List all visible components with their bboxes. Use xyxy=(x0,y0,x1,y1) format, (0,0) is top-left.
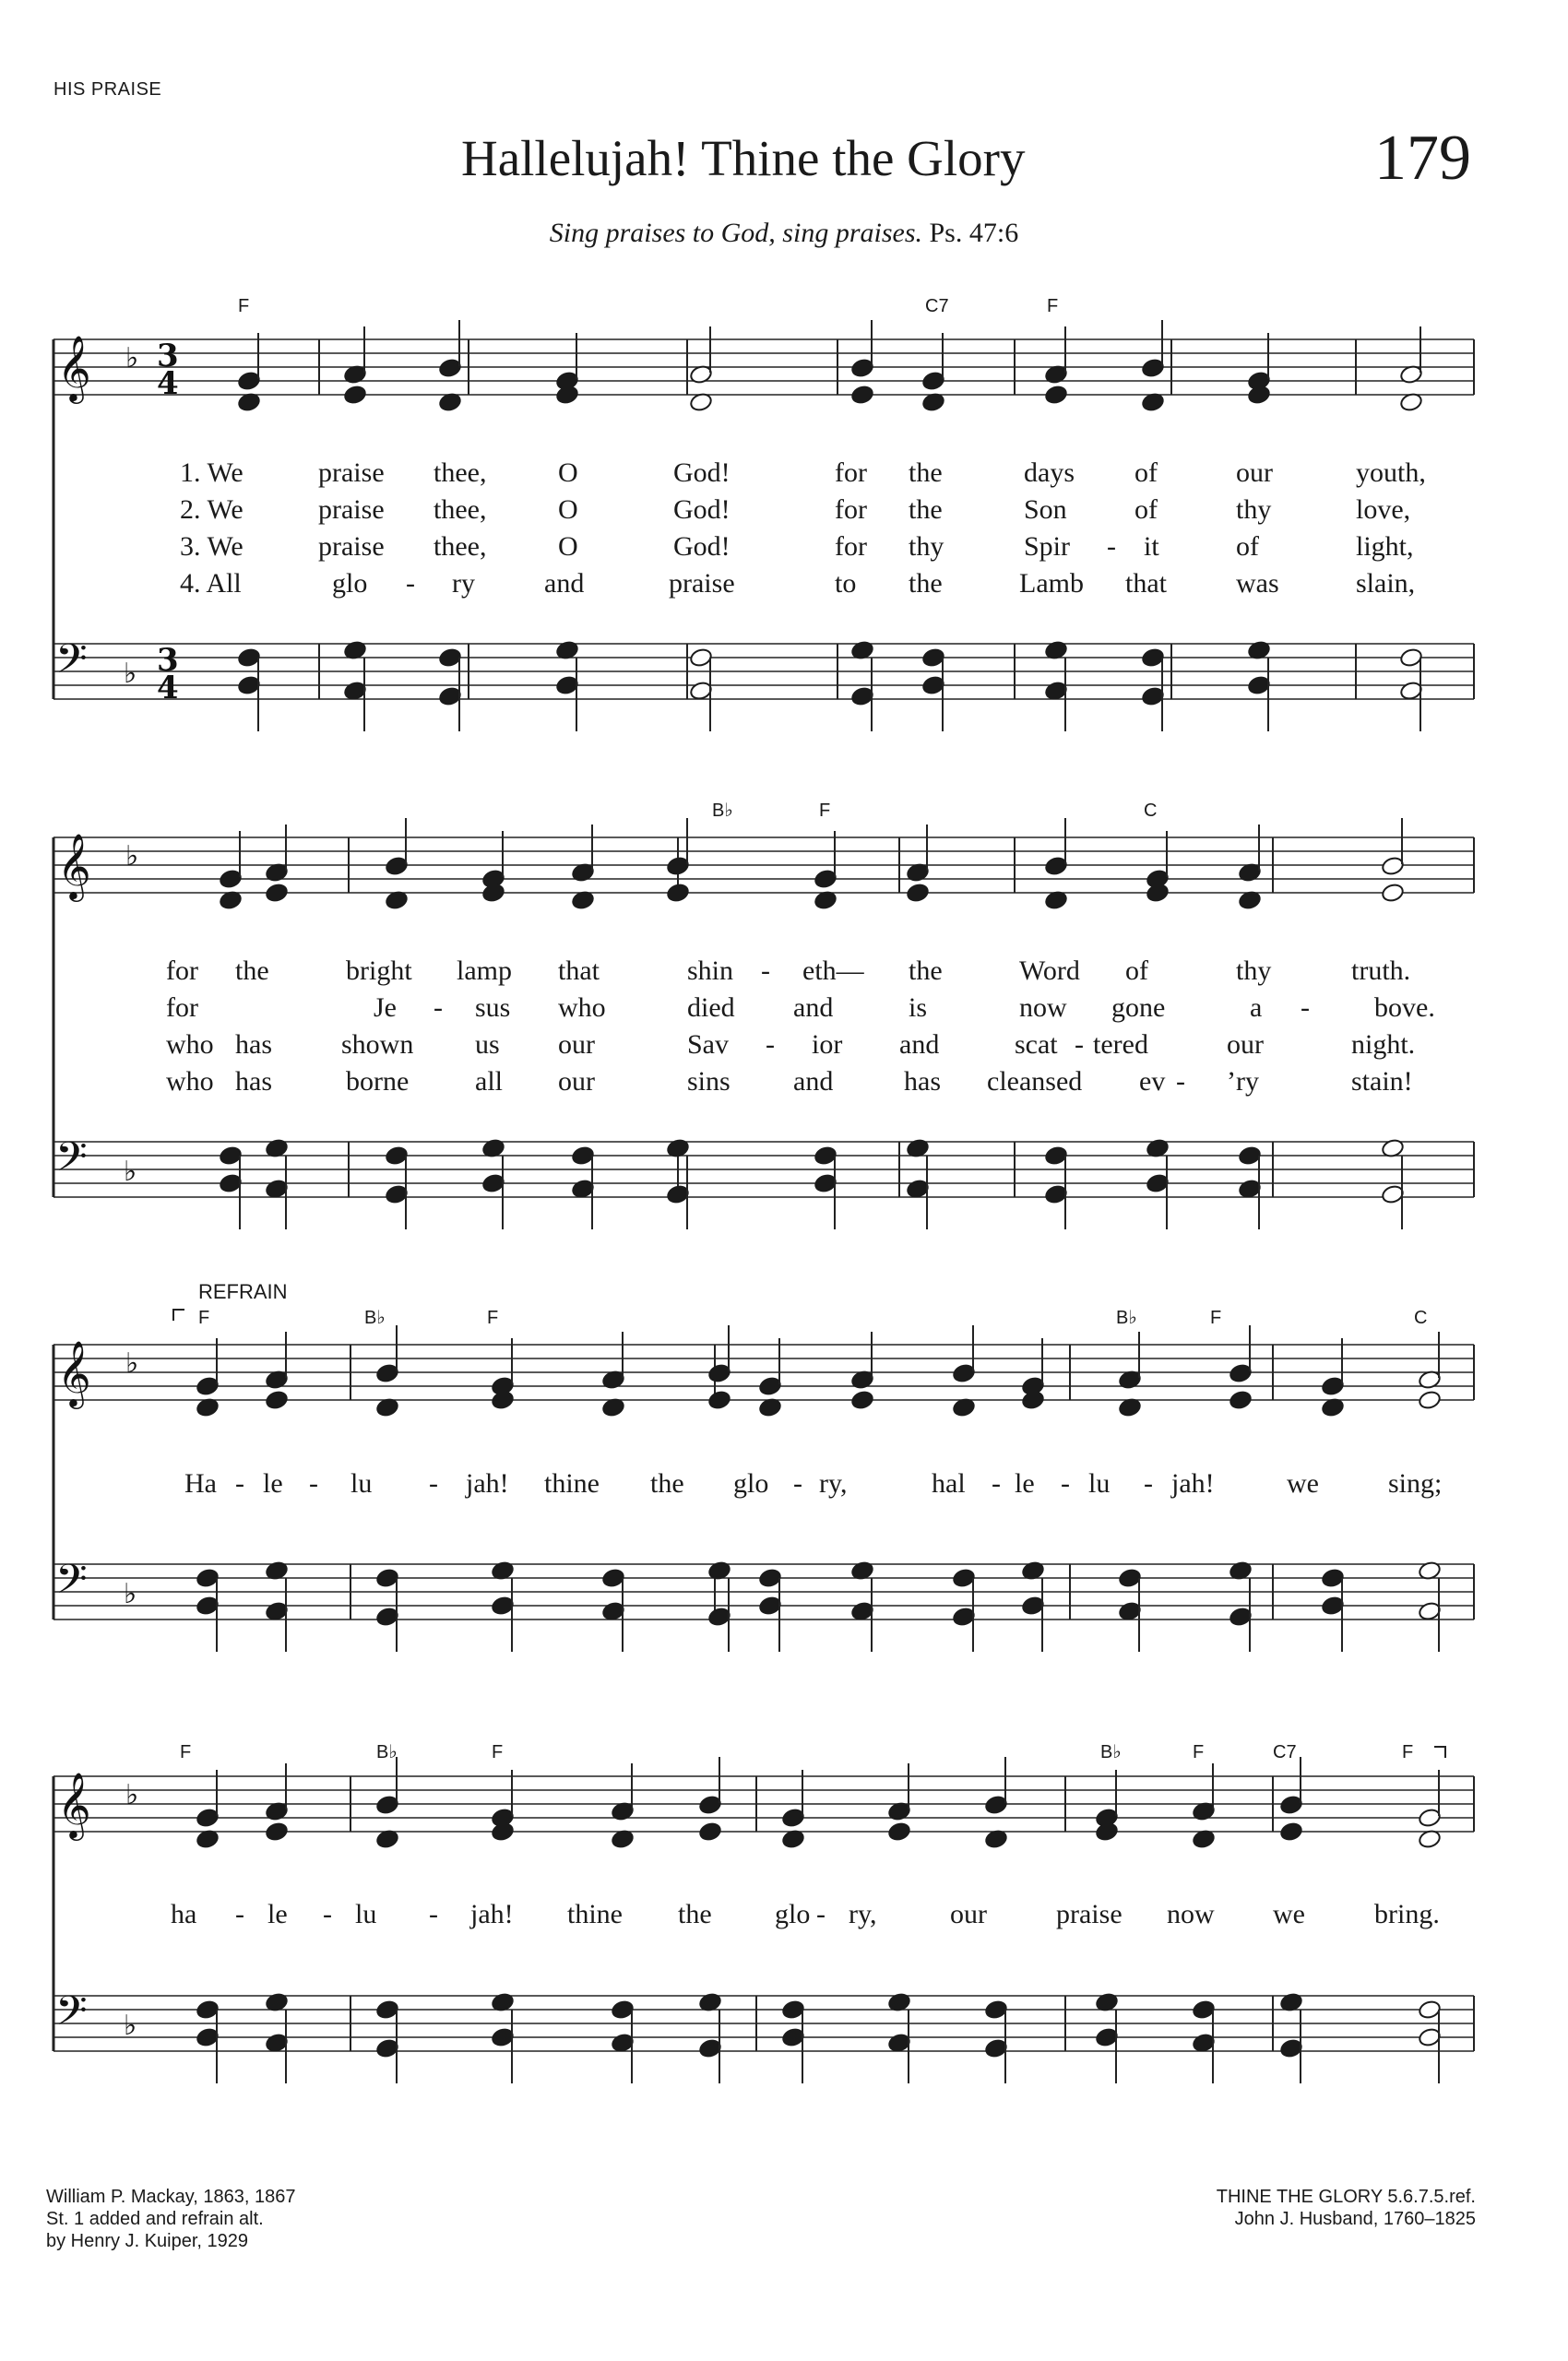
verse-3-line-2: night. xyxy=(1351,1029,1416,1060)
refrain-line-1: Ha xyxy=(184,1468,217,1499)
verse-3-line-2: our xyxy=(1227,1029,1264,1060)
chord-symbol: F xyxy=(1402,1742,1414,1762)
treble-note xyxy=(698,1821,722,1843)
chord-symbol: F xyxy=(198,1308,210,1328)
verse-3-line-1: Spir xyxy=(1024,531,1071,562)
verse-2-line-2: - xyxy=(434,992,443,1023)
chord-symbol: B♭ xyxy=(1100,1742,1122,1762)
book-title: HIS PRAISE xyxy=(53,79,162,100)
epigraph-reference: Ps. 47:6 xyxy=(929,218,1019,248)
verse-4-line-2: all xyxy=(475,1066,503,1097)
chord-symbol: B♭ xyxy=(712,801,733,821)
refrain-line-1: sing; xyxy=(1388,1468,1443,1499)
chord-symbol: F xyxy=(819,801,831,821)
verse-2-line-2: a xyxy=(1250,992,1263,1023)
verse-1-line-2: of xyxy=(1125,955,1148,986)
chord-symbol: F xyxy=(487,1308,499,1328)
verse-2-line-2: for xyxy=(166,992,198,1023)
bass-clef: 𝄢 xyxy=(55,1987,88,2045)
treble-note xyxy=(850,385,874,406)
text-credits xyxy=(46,2186,296,2252)
treble-note xyxy=(850,1390,874,1411)
hymn-title: Hallelujah! Thine the Glory xyxy=(461,130,1026,186)
chord-symbol: F xyxy=(1193,1742,1205,1762)
refrain-line-1: lu xyxy=(350,1468,373,1499)
chord-symbol: C7 xyxy=(925,296,949,316)
verse-1-line-1: our xyxy=(1236,457,1273,488)
verse-4-line-1: - xyxy=(406,568,415,599)
treble-note xyxy=(906,883,930,904)
verse-2-line-1: of xyxy=(1134,494,1158,525)
time-signature: 3 xyxy=(157,642,179,679)
refrain-line-1: the xyxy=(650,1468,684,1499)
verse-2-line-1: the xyxy=(909,494,943,525)
verse-3-line-2: shown xyxy=(341,1029,414,1060)
verse-4-line-2: has xyxy=(904,1066,941,1097)
verse-1-line-2: Word xyxy=(1019,955,1080,986)
key-signature-flat: ♭ xyxy=(125,1347,139,1380)
alteration-credit: St. 1 added and refrain alt. xyxy=(46,2209,264,2229)
chord-symbol: C xyxy=(1414,1308,1428,1328)
refrain-line-2: ha xyxy=(171,1899,197,1929)
refrain-line-1: thine xyxy=(544,1468,600,1499)
refrain-line-1: jah! xyxy=(466,1468,509,1499)
verse-3-line-2: us xyxy=(475,1029,500,1060)
refrain-line-1: - xyxy=(992,1468,1001,1499)
verse-4-line-1: ry xyxy=(452,568,475,599)
treble-note xyxy=(265,1821,289,1843)
verse-1-line-1: praise xyxy=(318,457,385,488)
time-signature: 4 xyxy=(157,670,179,706)
key-signature-flat: ♭ xyxy=(124,1578,137,1610)
chord-symbol: F xyxy=(1047,296,1059,316)
verse-1-line-1: O xyxy=(558,457,578,488)
verse-4-line-2: stain! xyxy=(1351,1066,1413,1097)
verse-4-line-2: who xyxy=(166,1066,214,1097)
verse-4-line-1: glo xyxy=(332,568,368,599)
verse-3-line-1: praise xyxy=(318,531,385,562)
verse-2-line-1: Son xyxy=(1024,494,1067,525)
refrain-line-1: - xyxy=(1144,1468,1153,1499)
verse-1-line-1: thee, xyxy=(434,457,487,488)
refrain-line-1: we xyxy=(1287,1468,1319,1499)
refrain-line-1: ry, xyxy=(819,1468,848,1499)
verse-4-line-2: - xyxy=(1176,1066,1185,1097)
verse-3-line-1: thee, xyxy=(434,531,487,562)
verse-2-line-2: now xyxy=(1019,992,1067,1023)
verse-3-line-2: - xyxy=(766,1029,775,1060)
refrain-line-1: - xyxy=(309,1468,318,1499)
refrain-line-1: - xyxy=(793,1468,802,1499)
refrain-line-2: - xyxy=(816,1899,826,1929)
chord-symbol: B♭ xyxy=(1116,1308,1137,1328)
refrain-line-1: le xyxy=(263,1468,283,1499)
composer-credit: John J. Husband, 1760–1825 xyxy=(1234,2209,1476,2229)
verse-3-line-2: Sav xyxy=(687,1029,729,1060)
refrain-line-2: the xyxy=(678,1899,712,1929)
refrain-line-2: lu xyxy=(355,1899,377,1929)
refrain-line-1: - xyxy=(1061,1468,1070,1499)
verse-2-line-2: who xyxy=(558,992,606,1023)
verse-1-line-2: the xyxy=(235,955,269,986)
verse-2-line-1: God! xyxy=(673,494,731,525)
key-signature-flat: ♭ xyxy=(125,840,139,872)
refrain-line-1: - xyxy=(235,1468,244,1499)
verse-4-line-1: to xyxy=(835,568,857,599)
epigraph-text: Sing praises to God, sing praises. xyxy=(549,218,922,248)
treble-note xyxy=(343,385,367,406)
verse-4-line-2: has xyxy=(235,1066,272,1097)
verse-1-line-1: 1. We xyxy=(180,457,244,488)
refrain-line-2: thine xyxy=(567,1899,623,1929)
refrain-line-2: jah! xyxy=(470,1899,514,1929)
refrain-line-2: now xyxy=(1167,1899,1215,1929)
treble-clef: 𝄞 xyxy=(57,1771,91,1838)
verse-1-line-2: thy xyxy=(1236,955,1272,986)
verse-2-line-2: is xyxy=(909,992,928,1023)
verse-1-line-2: truth. xyxy=(1351,955,1411,986)
verse-3-line-1: of xyxy=(1236,531,1259,562)
verse-3-line-2: ior xyxy=(812,1029,843,1060)
verse-4-line-2: cleansed xyxy=(987,1066,1083,1097)
refrain-line-1: lu xyxy=(1088,1468,1111,1499)
chord-symbol: B♭ xyxy=(376,1742,398,1762)
verse-2-line-1: for xyxy=(835,494,867,525)
alteration-credit-author: by Henry J. Kuiper, 1929 xyxy=(46,2231,249,2251)
refrain-line-1: le xyxy=(1015,1468,1035,1499)
treble-note xyxy=(1044,385,1068,406)
verse-3-line-1: O xyxy=(558,531,578,562)
refrain-label: REFRAIN xyxy=(198,1280,288,1303)
key-signature-flat: ♭ xyxy=(125,342,139,374)
key-signature-flat: ♭ xyxy=(124,1156,137,1188)
author-credit: William P. Mackay, 1863, 1867 xyxy=(46,2187,296,2207)
refrain-line-1: hal xyxy=(932,1468,966,1499)
verse-2-line-2: bove. xyxy=(1374,992,1435,1023)
verse-3-line-2: and xyxy=(899,1029,940,1060)
verse-3-line-1: thy xyxy=(909,531,944,562)
verse-2-line-1: praise xyxy=(318,494,385,525)
time-signature: 3 xyxy=(157,338,179,374)
verse-1-line-2: - xyxy=(761,955,770,986)
treble-note xyxy=(265,883,289,904)
verse-2-line-1: thee, xyxy=(434,494,487,525)
refrain-line-2: - xyxy=(323,1899,332,1929)
refrain-line-1: glo xyxy=(733,1468,769,1499)
verse-3-line-1: - xyxy=(1107,531,1116,562)
verse-1-line-1: for xyxy=(835,457,867,488)
chord-symbol: C7 xyxy=(1273,1742,1297,1762)
verse-2-line-2: and xyxy=(793,992,834,1023)
verse-2-line-1: O xyxy=(558,494,578,525)
verse-4-line-1: praise xyxy=(669,568,735,599)
refrain-line-2: praise xyxy=(1056,1899,1123,1929)
refrain-start-bracket xyxy=(173,1310,184,1321)
verse-4-line-2: and xyxy=(793,1066,834,1097)
hymn-number: 179 xyxy=(1374,123,1471,194)
verse-4-line-1: the xyxy=(909,568,943,599)
verse-1-line-2: lamp xyxy=(457,955,512,986)
verse-4-line-1: slain, xyxy=(1356,568,1416,599)
treble-clef: 𝄞 xyxy=(57,832,91,899)
verse-1-line-1: days xyxy=(1024,457,1075,488)
verse-3-line-2: has xyxy=(235,1029,272,1060)
chord-symbol: F xyxy=(180,1742,192,1762)
chord-symbol: F xyxy=(492,1742,504,1762)
treble-note xyxy=(1381,883,1405,904)
time-signature: 4 xyxy=(157,365,179,402)
treble-note xyxy=(1418,1390,1442,1411)
verse-1-line-1: God! xyxy=(673,457,731,488)
bass-clef: 𝄢 xyxy=(55,1133,88,1191)
verse-1-line-2: eth— xyxy=(802,955,864,986)
refrain-line-2: glo xyxy=(775,1899,811,1929)
refrain-line-2: - xyxy=(235,1899,244,1929)
refrain-line-2: we xyxy=(1273,1899,1305,1929)
chord-symbol: B♭ xyxy=(364,1308,386,1328)
treble-note xyxy=(1229,1390,1253,1411)
refrain-line-2: - xyxy=(429,1899,438,1929)
verse-2-line-2: died xyxy=(687,992,735,1023)
refrain-line-2: le xyxy=(267,1899,288,1929)
verse-2-line-1: thy xyxy=(1236,494,1272,525)
refrain-end-bracket xyxy=(1434,1747,1445,1758)
key-signature-flat: ♭ xyxy=(124,658,137,690)
verse-3-line-2: scat xyxy=(1015,1029,1058,1060)
verse-2-line-2: - xyxy=(1301,992,1310,1023)
treble-note xyxy=(265,1390,289,1411)
verse-2-line-2: Je xyxy=(374,992,397,1023)
verse-4-line-2: our xyxy=(558,1066,595,1097)
verse-1-line-2: shin xyxy=(687,955,734,986)
verse-1-line-1: youth, xyxy=(1356,457,1426,488)
tune-credits xyxy=(1217,2186,1476,2230)
verse-2-line-2: gone xyxy=(1111,992,1166,1023)
verse-3-line-1: for xyxy=(835,531,867,562)
treble-note xyxy=(887,1821,911,1843)
verse-4-line-1: was xyxy=(1236,568,1279,599)
key-signature-flat: ♭ xyxy=(125,1779,139,1811)
verse-3-line-2: tered xyxy=(1093,1029,1148,1060)
verse-3-line-1: 3. We xyxy=(180,531,244,562)
verse-4-line-1: and xyxy=(544,568,585,599)
verse-2-line-1: love, xyxy=(1356,494,1411,525)
verse-4-line-1: 4. All xyxy=(180,568,242,599)
key-signature-flat: ♭ xyxy=(124,2010,137,2042)
verse-2-line-1: 2. We xyxy=(180,494,244,525)
verse-1-line-2: for xyxy=(166,955,198,986)
treble-clef: 𝄞 xyxy=(57,334,91,401)
verse-4-line-2: borne xyxy=(346,1066,410,1097)
treble-note xyxy=(666,883,690,904)
verse-1-line-1: the xyxy=(909,457,943,488)
verse-3-line-1: it xyxy=(1144,531,1159,562)
chord-symbol: F xyxy=(1210,1308,1222,1328)
treble-clef: 𝄞 xyxy=(57,1339,91,1406)
verse-3-line-1: God! xyxy=(673,531,731,562)
refrain-line-2: our xyxy=(950,1899,987,1929)
verse-2-line-2: sus xyxy=(475,992,511,1023)
verse-1-line-2: that xyxy=(558,955,600,986)
verse-4-line-2: sins xyxy=(687,1066,731,1097)
verse-4-line-1: Lamb xyxy=(1019,568,1084,599)
treble-note xyxy=(707,1390,731,1411)
bass-clef: 𝄢 xyxy=(55,1555,88,1613)
verse-4-line-2: ’ry xyxy=(1227,1066,1259,1097)
refrain-line-2: ry, xyxy=(849,1899,877,1929)
verse-3-line-2: who xyxy=(166,1029,214,1060)
verse-1-line-1: of xyxy=(1134,457,1158,488)
verse-1-line-2: bright xyxy=(346,955,412,986)
treble-note xyxy=(1279,1821,1303,1843)
bass-clef: 𝄢 xyxy=(55,635,88,693)
chord-symbol: F xyxy=(238,296,250,316)
refrain-line-1: - xyxy=(429,1468,438,1499)
verse-1-line-2: the xyxy=(909,955,943,986)
verse-3-line-2: - xyxy=(1075,1029,1084,1060)
chord-symbol: C xyxy=(1144,801,1158,821)
verse-4-line-1: that xyxy=(1125,568,1167,599)
refrain-line-2: bring. xyxy=(1374,1899,1440,1929)
verse-4-line-2: ev xyxy=(1139,1066,1166,1097)
verse-3-line-1: light, xyxy=(1356,531,1414,562)
refrain-line-1: jah! xyxy=(1171,1468,1215,1499)
verse-3-line-2: our xyxy=(558,1029,595,1060)
tune-name: THINE THE GLORY 5.6.7.5.ref. xyxy=(1216,2187,1476,2207)
